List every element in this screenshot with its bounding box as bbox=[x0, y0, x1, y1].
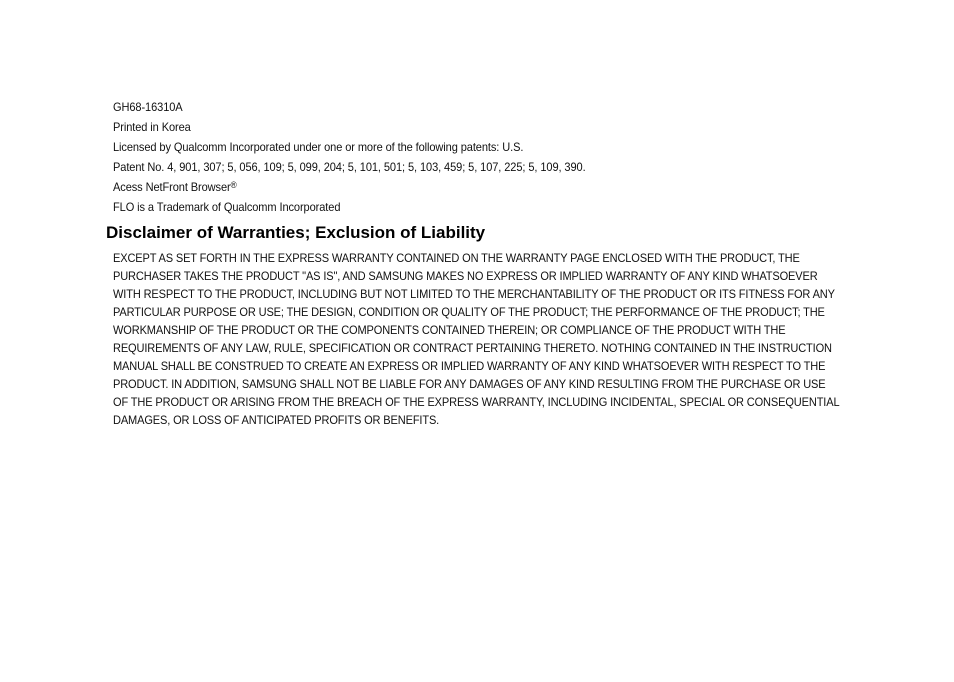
registered-mark: ® bbox=[230, 180, 237, 190]
browser-name: Acess NetFront Browser bbox=[113, 180, 231, 194]
license-notice: Licensed by Qualcomm Incorporated under one or more of the following patents: U.S. bbox=[113, 140, 524, 154]
patent-numbers: Patent No. 4, 901, 307; 5, 056, 109; 5, 099, 204; 5, 101, 501; 5, 103, 459; 5, 107, 225; 5, 109, 390. bbox=[113, 160, 586, 174]
printed-in: Printed in Korea bbox=[113, 120, 191, 134]
front-matter bbox=[113, 97, 853, 217]
section-heading: Disclaimer of Warranties; Exclusion of Liability bbox=[106, 223, 486, 242]
trademark-notice: FLO is a Trademark of Qualcomm Incorporated bbox=[113, 200, 341, 214]
disclaimer-body: EXCEPT AS SET FORTH IN THE EXPRESS WARRANTY CONTAINED ON THE WARRANTY PAGE ENCLOSED WITH THE PRODUCT, THE PURCHASER TAKES THE PRODUCT "AS IS", AND SAMSUNG MAKES NO EXPRESS OR IMPLIED WARRANTY OF ANY KIND WHATSOEVER WITH RESPECT TO THE PRODUCT, INCLUDING BUT NOT LIMITED TO THE MERCHANTABILITY OF THE PRODUCT OR ITS FITNESS FOR ANY PARTICULAR PURPOSE OR USE; THE DESIGN, CONDITION OR QUALITY OF THE PRODUCT; THE PERFORMANCE OF THE PRODUCT; THE WORKMANSHIP OF THE PRODUCT OR THE COMPONENTS CONTAINED THEREIN; OR COMPLIANCE OF THE PRODUCT WITH THE REQUIREMENTS OF ANY LAW, RULE, SPECIFICATION OR CONTRACT PERTAINING THERETO. NOTHING CONTAINED IN THE INSTRUCTION MANUAL SHALL BE CONSTRUED TO CREATE AN EXPRESS OR IMPLIED WARRANTY OF ANY KIND WHATSOEVER WITH RESPECT TO THE PRODUCT. IN ADDITION, SAMSUNG SHALL NOT BE LIABLE FOR ANY DAMAGES OF ANY KIND RESULTING FROM THE PURCHASE OR USE OF THE PRODUCT OR ARISING FROM THE BREACH OF THE EXPRESS WARRANTY, INCLUDING INCIDENTAL, SPECIAL OR CONSEQUENTIAL DAMAGES, OR LOSS OF ANTICIPATED PROFITS OR BENEFITS. bbox=[113, 251, 840, 427]
browser-notice bbox=[113, 177, 794, 197]
document-code: GH68-16310A bbox=[113, 100, 183, 114]
